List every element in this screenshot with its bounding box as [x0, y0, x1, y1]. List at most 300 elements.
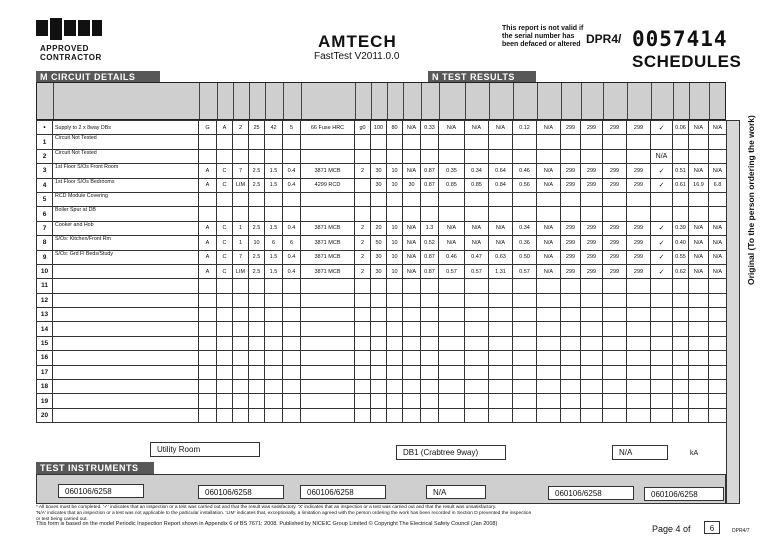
- table-cell: [489, 293, 513, 307]
- footer-text: This form is based on the model Periodic Inspection Report shown in Appendix 6 of BS 7671: 2008. Published by NICEIC Group Limited © Copyright The Electrical Safety Council (Jan 2008): [36, 521, 498, 527]
- circuit-description: Supply to 2 x 8way DBs: [53, 121, 199, 135]
- table-cell: [465, 149, 489, 163]
- table-cell: [561, 365, 581, 379]
- table-cell: [603, 365, 627, 379]
- table-cell: 299: [627, 236, 651, 250]
- table-cell: N/A: [537, 164, 561, 178]
- table-cell: [627, 336, 651, 350]
- table-cell: [709, 135, 727, 149]
- table-cell: [537, 149, 561, 163]
- table-cell: [265, 192, 283, 206]
- table-cell: [283, 380, 301, 394]
- table-cell: 2.5: [249, 264, 265, 278]
- table-cell: [627, 394, 651, 408]
- circuit-description: 1st Floor S/Os Front Room: [53, 164, 199, 178]
- table-cell: 6: [283, 236, 301, 250]
- table-cell: [627, 322, 651, 336]
- table-cell: 50: [371, 236, 387, 250]
- table-cell: [421, 322, 439, 336]
- table-cell: [249, 308, 265, 322]
- table-cell: 2: [355, 221, 371, 235]
- table-cell: 299: [581, 178, 603, 192]
- table-cell: ✓: [651, 264, 673, 278]
- table-cell: ✓: [651, 236, 673, 250]
- table-cell: [371, 279, 387, 293]
- table-cell: ✓: [651, 121, 673, 135]
- table-cell: 10: [387, 221, 403, 235]
- table-cell: 299: [561, 164, 581, 178]
- table-cell: [403, 308, 421, 322]
- table-cell: 3871 MCB: [301, 221, 355, 235]
- table-cell: N/A: [465, 221, 489, 235]
- circuit-number: 12: [37, 293, 53, 307]
- table-cell: [603, 322, 627, 336]
- table-cell: [465, 394, 489, 408]
- table-cell: LIM: [233, 264, 249, 278]
- table-cell: [355, 351, 371, 365]
- table-cell: [627, 408, 651, 422]
- table-cell: [199, 293, 217, 307]
- table-cell: 0.34: [513, 221, 537, 235]
- table-cell: [465, 322, 489, 336]
- table-cell: [217, 322, 233, 336]
- table-cell: [513, 336, 537, 350]
- table-cell: N/A: [439, 221, 465, 235]
- table-cell: N/A: [489, 221, 513, 235]
- table-cell: [627, 279, 651, 293]
- table-cell: N/A: [689, 164, 709, 178]
- table-cell: 3871 MCB: [301, 236, 355, 250]
- table-cell: [561, 322, 581, 336]
- table-cell: [371, 365, 387, 379]
- table-row: [37, 279, 745, 293]
- table-cell: [283, 135, 301, 149]
- table-cell: [709, 192, 727, 206]
- table-cell: [217, 279, 233, 293]
- table-row: [37, 380, 745, 394]
- table-cell: [689, 293, 709, 307]
- table-cell: 7: [233, 164, 249, 178]
- table-row: [37, 135, 745, 149]
- table-cell: [581, 365, 603, 379]
- table-cell: [561, 308, 581, 322]
- table-cell: [387, 149, 403, 163]
- table-row: [37, 351, 745, 365]
- table-cell: [217, 351, 233, 365]
- table-cell: 16.9: [689, 178, 709, 192]
- table-cell: [249, 336, 265, 350]
- table-cell: [581, 322, 603, 336]
- table-cell: N/A: [689, 264, 709, 278]
- table-cell: 299: [603, 178, 627, 192]
- table-cell: [233, 308, 249, 322]
- table-cell: N/A: [439, 121, 465, 135]
- table-cell: 0.4: [283, 250, 301, 264]
- table-cell: [387, 135, 403, 149]
- table-cell: [439, 279, 465, 293]
- table-cell: [465, 207, 489, 221]
- table-cell: 299: [561, 121, 581, 135]
- table-cell: [627, 351, 651, 365]
- circuit-description: Boiler Spur at DB: [53, 207, 199, 221]
- table-row: [37, 164, 745, 178]
- table-cell: C: [217, 178, 233, 192]
- table-cell: [387, 394, 403, 408]
- table-cell: [709, 149, 727, 163]
- table-cell: [233, 192, 249, 206]
- table-cell: 0.4: [283, 221, 301, 235]
- table-cell: ✓: [651, 164, 673, 178]
- table-cell: N/A: [651, 149, 673, 163]
- table-cell: 299: [603, 121, 627, 135]
- table-cell: [489, 380, 513, 394]
- table-cell: [673, 192, 689, 206]
- table-cell: [355, 178, 371, 192]
- table-cell: [465, 135, 489, 149]
- ze-unit: kA: [690, 450, 699, 457]
- table-cell: g0: [355, 121, 371, 135]
- table-cell: [627, 207, 651, 221]
- circuit-description: [53, 365, 199, 379]
- table-cell: [689, 351, 709, 365]
- circuit-description: [53, 308, 199, 322]
- table-cell: [561, 408, 581, 422]
- table-cell: [283, 394, 301, 408]
- table-cell: [709, 365, 727, 379]
- table-cell: [233, 365, 249, 379]
- circuit-number: 11: [37, 279, 53, 293]
- table-cell: [421, 149, 439, 163]
- page-title: SCHEDULES: [632, 52, 742, 71]
- table-cell: [371, 293, 387, 307]
- table-cell: [603, 351, 627, 365]
- table-cell: [301, 207, 355, 221]
- table-cell: N/A: [403, 264, 421, 278]
- table-cell: [283, 279, 301, 293]
- table-row: [37, 178, 745, 192]
- table-cell: [199, 322, 217, 336]
- circuit-description: [53, 279, 199, 293]
- circuit-description: [53, 408, 199, 422]
- table-cell: [265, 380, 283, 394]
- table-cell: [439, 351, 465, 365]
- test-instruments-header: TEST INSTRUMENTS: [36, 462, 154, 474]
- table-cell: [301, 192, 355, 206]
- table-cell: [709, 394, 727, 408]
- table-cell: [249, 408, 265, 422]
- table-cell: [371, 394, 387, 408]
- table-cell: [709, 408, 727, 422]
- table-cell: [217, 207, 233, 221]
- table-cell: A: [217, 121, 233, 135]
- table-cell: [513, 322, 537, 336]
- table-cell: 0.85: [465, 178, 489, 192]
- table-cell: [513, 207, 537, 221]
- table-cell: [603, 279, 627, 293]
- table-cell: 0.84: [489, 178, 513, 192]
- table-cell: N/A: [689, 236, 709, 250]
- table-cell: [513, 135, 537, 149]
- table-cell: [465, 351, 489, 365]
- brand-name: AMTECH: [318, 32, 397, 51]
- table-cell: 66 Fuse HRC: [301, 121, 355, 135]
- circuit-description: RCD Module Covering: [53, 192, 199, 206]
- table-cell: 2: [355, 236, 371, 250]
- table-cell: [301, 293, 355, 307]
- table-cell: [199, 394, 217, 408]
- table-cell: 20: [371, 221, 387, 235]
- table-cell: [233, 408, 249, 422]
- table-cell: C: [217, 264, 233, 278]
- table-cell: 30: [371, 164, 387, 178]
- table-cell: [673, 394, 689, 408]
- circuit-number: 1: [37, 135, 53, 149]
- table-cell: [355, 308, 371, 322]
- table-cell: [421, 279, 439, 293]
- table-cell: [537, 192, 561, 206]
- table-cell: [581, 149, 603, 163]
- table-cell: [217, 380, 233, 394]
- table-cell: 0.39: [673, 221, 689, 235]
- table-cell: [537, 336, 561, 350]
- table-cell: [513, 351, 537, 365]
- table-cell: [249, 279, 265, 293]
- table-row: [37, 250, 745, 264]
- table-cell: [233, 336, 249, 350]
- table-cell: [199, 135, 217, 149]
- table-cell: [403, 394, 421, 408]
- table-cell: [537, 308, 561, 322]
- table-cell: 299: [603, 250, 627, 264]
- table-cell: 0.87: [421, 264, 439, 278]
- table-cell: N/A: [537, 178, 561, 192]
- table-cell: 0.64: [489, 164, 513, 178]
- table-cell: [301, 365, 355, 379]
- table-cell: [283, 408, 301, 422]
- circuit-description: [53, 336, 199, 350]
- table-cell: [603, 192, 627, 206]
- table-cell: [371, 207, 387, 221]
- table-cell: 299: [561, 236, 581, 250]
- table-cell: 0.57: [439, 264, 465, 278]
- table-cell: N/A: [403, 121, 421, 135]
- table-cell: [233, 293, 249, 307]
- table-cell: [709, 322, 727, 336]
- table-cell: 80: [387, 121, 403, 135]
- original-copy-label: Original (To the person ordering the work): [746, 115, 756, 285]
- circuit-description: 1st Floor S/Os Bedrooms: [53, 178, 199, 192]
- table-cell: [355, 365, 371, 379]
- table-cell: [199, 149, 217, 163]
- table-cell: 299: [561, 178, 581, 192]
- table-row: [37, 308, 745, 322]
- table-cell: [265, 207, 283, 221]
- table-cell: [465, 293, 489, 307]
- circuit-number: 4: [37, 178, 53, 192]
- table-cell: 2.5: [249, 221, 265, 235]
- table-cell: [651, 365, 673, 379]
- table-cell: [217, 394, 233, 408]
- table-cell: 0.4: [283, 164, 301, 178]
- location-field: Utility Room: [150, 442, 260, 457]
- table-cell: 2: [233, 121, 249, 135]
- table-cell: 30: [371, 250, 387, 264]
- table-cell: 299: [581, 264, 603, 278]
- table-cell: [673, 279, 689, 293]
- table-cell: [355, 322, 371, 336]
- circuit-description: [53, 293, 199, 307]
- table-cell: [709, 351, 727, 365]
- table-cell: [689, 135, 709, 149]
- ze-field: N/A: [612, 445, 668, 460]
- table-cell: [627, 365, 651, 379]
- table-cell: [355, 394, 371, 408]
- table-cell: [709, 293, 727, 307]
- table-cell: [673, 207, 689, 221]
- page-total: 6: [704, 521, 720, 534]
- table-cell: 299: [627, 221, 651, 235]
- circuit-number: 13: [37, 308, 53, 322]
- table-cell: [301, 394, 355, 408]
- table-cell: 25: [249, 121, 265, 135]
- table-cell: [371, 308, 387, 322]
- table-cell: [561, 207, 581, 221]
- table-cell: 0.33: [421, 121, 439, 135]
- table-cell: N/A: [403, 236, 421, 250]
- table-cell: [301, 135, 355, 149]
- table-cell: [387, 322, 403, 336]
- table-cell: [403, 149, 421, 163]
- table-cell: [673, 293, 689, 307]
- table-cell: 0.63: [489, 250, 513, 264]
- table-cell: [403, 135, 421, 149]
- table-cell: [489, 149, 513, 163]
- table-cell: N/A: [403, 250, 421, 264]
- table-cell: A: [199, 250, 217, 264]
- table-cell: [283, 207, 301, 221]
- table-cell: [603, 308, 627, 322]
- table-cell: 0.85: [439, 178, 465, 192]
- table-cell: A: [199, 264, 217, 278]
- table-cell: [561, 336, 581, 350]
- side-column-strip: [726, 120, 740, 504]
- table-cell: [651, 336, 673, 350]
- table-cell: 299: [581, 164, 603, 178]
- table-cell: [403, 380, 421, 394]
- circuit-number: 10: [37, 264, 53, 278]
- table-cell: [439, 293, 465, 307]
- table-cell: 100: [371, 121, 387, 135]
- table-cell: 10: [387, 250, 403, 264]
- table-cell: C: [217, 236, 233, 250]
- page-label: Page 4 of: [652, 524, 691, 534]
- table-cell: [387, 380, 403, 394]
- table-row: [37, 207, 745, 221]
- table-cell: [513, 279, 537, 293]
- circuit-description: Circuit Not Tested: [53, 135, 199, 149]
- table-cell: [199, 336, 217, 350]
- circuit-description: [53, 264, 199, 278]
- table-cell: 0.4: [283, 264, 301, 278]
- table-cell: A: [199, 178, 217, 192]
- table-cell: [489, 135, 513, 149]
- table-cell: 0.06: [673, 121, 689, 135]
- table-cell: [603, 207, 627, 221]
- table-cell: [301, 380, 355, 394]
- table-cell: [439, 308, 465, 322]
- table-cell: [489, 279, 513, 293]
- table-cell: [199, 351, 217, 365]
- table-cell: [627, 135, 651, 149]
- software-version: FastTest V2011.0.0: [314, 51, 400, 62]
- table-cell: [513, 394, 537, 408]
- table-cell: [537, 322, 561, 336]
- table-cell: [301, 149, 355, 163]
- table-cell: [651, 394, 673, 408]
- table-cell: [709, 207, 727, 221]
- table-cell: 0.56: [513, 178, 537, 192]
- circuit-details-header: M CIRCUIT DETAILS: [36, 71, 160, 83]
- table-cell: 1.5: [265, 250, 283, 264]
- table-cell: [581, 293, 603, 307]
- table-cell: [689, 336, 709, 350]
- table-cell: [249, 293, 265, 307]
- table-cell: N/A: [709, 236, 727, 250]
- table-cell: [489, 351, 513, 365]
- table-row: [37, 264, 745, 278]
- circuit-description: [53, 394, 199, 408]
- validity-notice: This report is not valid if the serial number has been defaced or altered: [502, 25, 584, 48]
- table-cell: [199, 408, 217, 422]
- table-cell: [355, 408, 371, 422]
- table-cell: [387, 336, 403, 350]
- table-cell: [403, 365, 421, 379]
- table-cell: 5: [283, 121, 301, 135]
- table-cell: [673, 308, 689, 322]
- table-cell: [199, 380, 217, 394]
- table-cell: ✓: [651, 250, 673, 264]
- table-cell: [265, 322, 283, 336]
- table-cell: [581, 192, 603, 206]
- table-cell: [301, 322, 355, 336]
- table-cell: [355, 135, 371, 149]
- table-cell: 0.57: [465, 264, 489, 278]
- table-cell: N/A: [489, 236, 513, 250]
- table-cell: [673, 322, 689, 336]
- table-cell: [283, 149, 301, 163]
- table-cell: 30: [403, 178, 421, 192]
- table-cell: [249, 365, 265, 379]
- table-cell: [537, 408, 561, 422]
- table-cell: [421, 293, 439, 307]
- table-cell: 4299 RCD: [301, 178, 355, 192]
- table-cell: [689, 408, 709, 422]
- table-cell: [403, 336, 421, 350]
- table-cell: [439, 192, 465, 206]
- table-cell: [651, 380, 673, 394]
- table-cell: 0.46: [513, 164, 537, 178]
- table-cell: [689, 322, 709, 336]
- table-cell: 1.3: [421, 221, 439, 235]
- table-cell: [439, 408, 465, 422]
- table-cell: [355, 279, 371, 293]
- table-cell: [301, 336, 355, 350]
- table-row: [37, 236, 745, 250]
- table-cell: 1.5: [265, 178, 283, 192]
- instrument-serial-2: 060106/6258: [198, 485, 284, 499]
- table-cell: [371, 380, 387, 394]
- table-row: [37, 192, 745, 206]
